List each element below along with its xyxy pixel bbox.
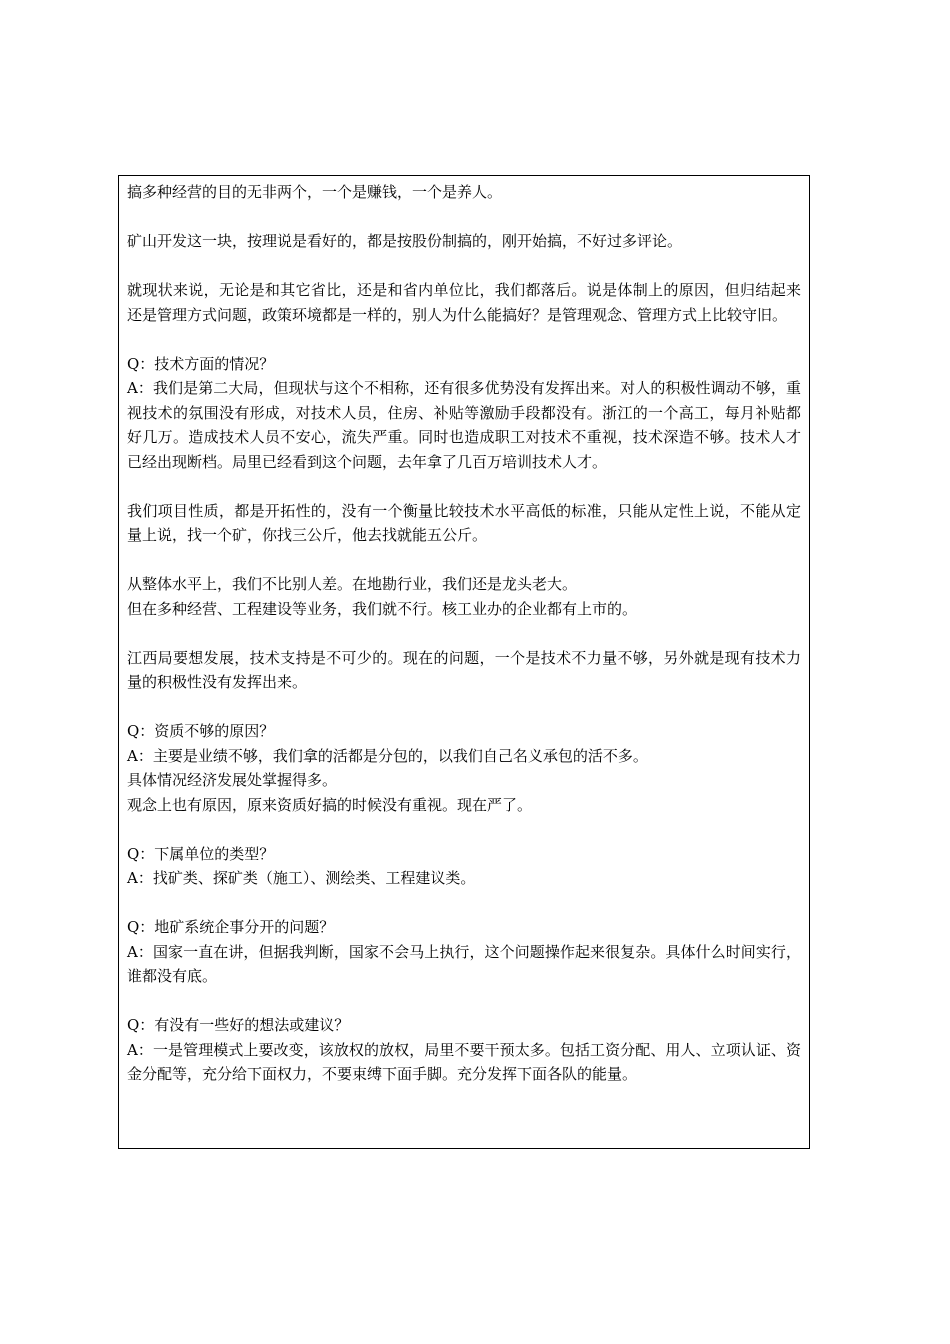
text-line: 具体情况经济发展处掌握得多。	[127, 771, 338, 789]
paragraph-3	[127, 278, 801, 327]
paragraph-1	[127, 180, 801, 205]
paragraph-project-nature	[127, 499, 801, 548]
text-line: 就现状来说，无论是和其它省比，还是和省内单位比，我们都落后。说是体制上的原因，但归结起来还是管理方式问题，政策环境都是一样的，别人为什么能搞好？是管理观念、管理方式上比较守旧。	[127, 281, 801, 324]
question-line: Q：下属单位的类型？	[127, 844, 275, 863]
document-text-box	[118, 175, 810, 1149]
text-line: 观念上也有原因，原来资质好搞的时候没有重视。现在严了。	[127, 795, 533, 814]
text-line: 从整体水平上，我们不比别人差。在地勘行业，我们还是龙头老大。	[127, 575, 578, 593]
paragraph-overall-level	[127, 572, 801, 621]
text-line: 搞多种经营的目的无非两个，一个是赚钱，一个是养人。	[127, 183, 503, 201]
text-line: 江西局要想发展，技术支持是不可少的。现在的问题，一个是技术不力量不够，另外就是现有技术力量的积极性没有发挥出来。	[127, 648, 801, 691]
answer-line: A：一是管理模式上要改变，该放权的放权，局里不要干预太多。包括工资分配、用人、立项认证、资金分配等，充分给下面权力，不要束缚下面手脚。充分发挥下面各队的能量。	[127, 1040, 801, 1083]
answer-line: A：主要是业绩不够，我们拿的活都是分包的，以我们自己名义承包的活不多。	[127, 746, 648, 765]
qa-separation	[127, 915, 801, 989]
text-line: 但在多种经营、工程建设等业务，我们就不行。核工业办的企业都有上市的。	[127, 599, 638, 618]
answer-line: A：找矿类、探矿类（施工）、测绘类、工程建议类。	[127, 869, 476, 887]
question-line: Q：有没有一些好的想法或建议？	[127, 1016, 350, 1034]
text-line: 矿山开发这一块，按理说是看好的，都是按股份制搞的，刚开始搞，不好过多评论。	[127, 232, 683, 250]
question-line: Q：地矿系统企事分开的问题？	[127, 918, 335, 936]
text-line: 我们项目性质，都是开拓性的，没有一个衡量比较技术水平高低的标准，只能从定性上说，不能从定量上说，找一个矿，你找三公斤，他去找就能五公斤。	[127, 501, 801, 544]
paragraph-jiangxi	[127, 646, 801, 695]
question-line: Q：资质不够的原因？	[127, 722, 275, 740]
qa-technical	[127, 352, 801, 475]
qa-qualification	[127, 719, 801, 817]
question-line: Q：技术方面的情况？	[127, 354, 275, 373]
qa-suggestions	[127, 1013, 801, 1087]
paragraph-2	[127, 229, 801, 254]
answer-line: A：国家一直在讲，但据我判断，国家不会马上执行，这个问题操作起来很复杂。具体什么时间实行，谁都没有底。	[127, 942, 801, 985]
answer-line: A：我们是第二大局，但现状与这个不相称，还有很多优势没有发挥出来。对人的积极性调动不够，重视技术的氛围没有形成，对技术人员，住房、补贴等激励手段都没有。浙江的一个高工，每月补贴都好几万。造成技术人员不安心，流失严重。同时也造成职工对技术不重视，技术深造不够。技术人才已经出现断档。局里已经看到这个问题，去年拿了几百万培训技术人才。	[127, 379, 801, 471]
qa-unit-types	[127, 842, 801, 891]
